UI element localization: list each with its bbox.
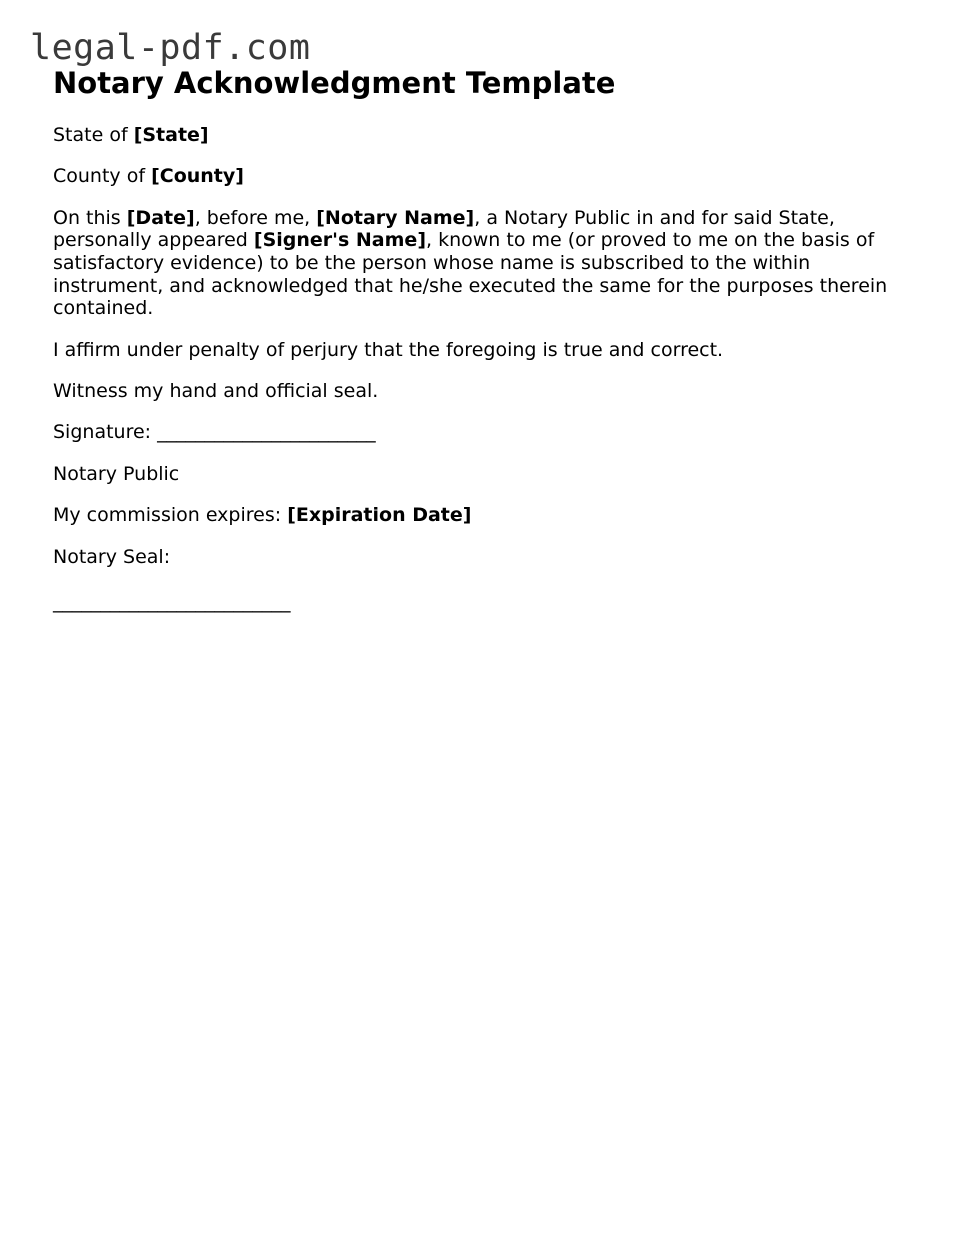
document-title: Notary Acknowledgment Template [53, 66, 616, 100]
notary-seal-label: Notary Seal: [53, 545, 171, 568]
notary-seal-line: _________________________ [53, 591, 291, 614]
ack-text-3: , a Notary Public in and for said State, personally appeared [53, 206, 835, 252]
commission-label: My commission expires: [53, 504, 288, 527]
acknowledgment-paragraph [53, 207, 903, 320]
ack-text-4: , known to me (or proved to me on the basis of satisfactory evidence) to be the person whose name is subscribed to the within instrument, and acknowledged that he/she executed the same for the purposes therein contained. [53, 229, 888, 320]
ack-text-2: , before me, [194, 206, 317, 229]
county-line [53, 165, 903, 188]
state-line [53, 124, 903, 147]
county-label: County of [53, 165, 152, 188]
signer-name-placeholder: [Signer's Name] [253, 229, 427, 252]
date-placeholder: [Date] [126, 206, 195, 229]
county-placeholder: [County] [151, 165, 244, 188]
ack-text-1: On this [53, 206, 127, 229]
commission-line [53, 504, 903, 527]
signature-line: Signature: _______________________ [53, 421, 376, 444]
state-placeholder: [State] [133, 124, 209, 146]
document-body [53, 66, 903, 614]
expiration-date-placeholder: [Expiration Date] [287, 504, 472, 527]
state-label: State of [53, 124, 134, 146]
notary-name-placeholder: [Notary Name] [316, 206, 475, 229]
witness-line: Witness my hand and official seal. [53, 379, 379, 402]
watermark-logo: legal-pdf.com [30, 28, 311, 68]
affirmation-line: I affirm under penalty of perjury that the foregoing is true and correct. [53, 338, 724, 361]
notary-public-line: Notary Public [53, 462, 180, 485]
